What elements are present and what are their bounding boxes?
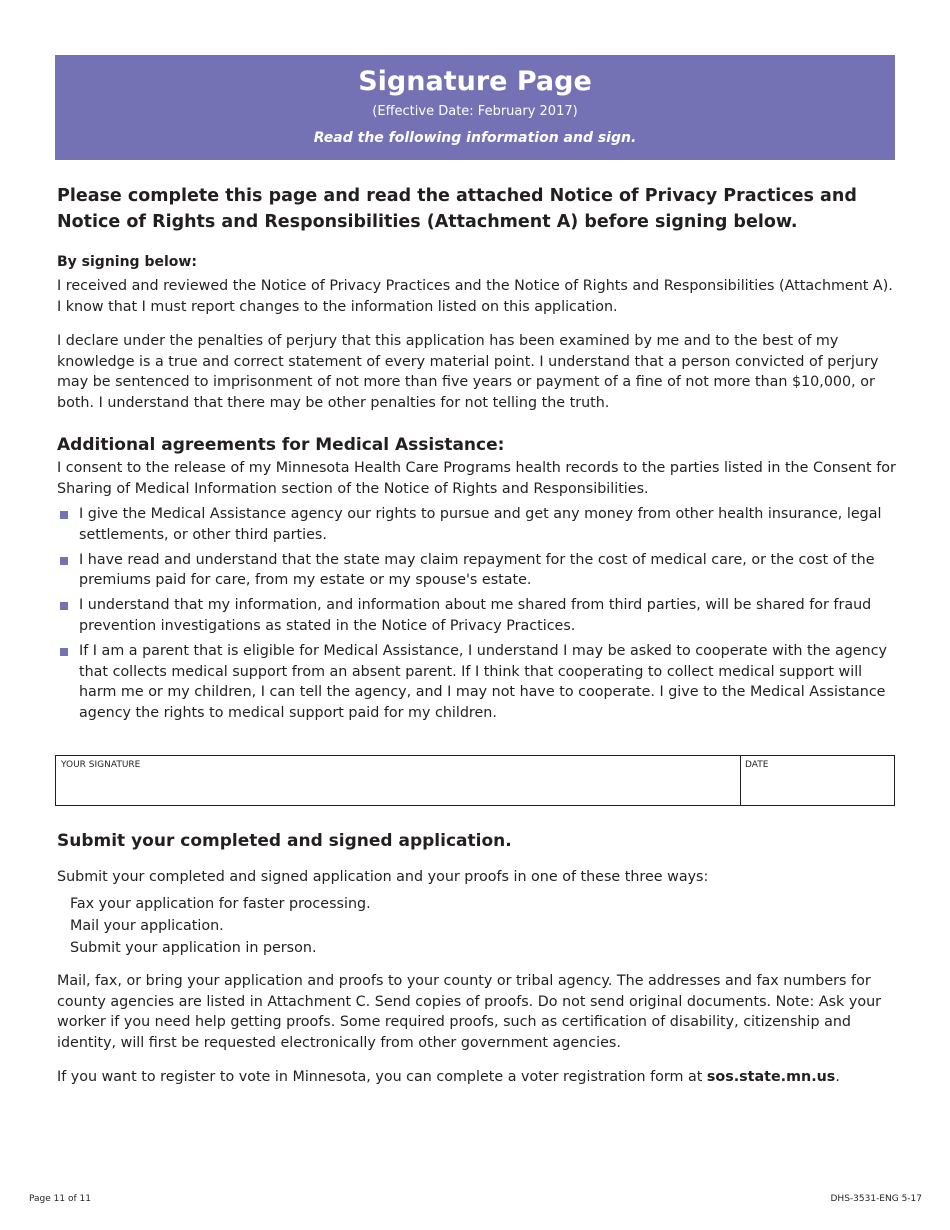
effective-date: (Effective Date: February 2017) <box>372 104 578 119</box>
submit-ways-list <box>70 893 371 959</box>
voter-registration-text <box>57 1067 897 1088</box>
header-instruction: Read the following information and sign. <box>313 130 637 146</box>
list-item: Submit your application in person. <box>70 940 317 956</box>
list-item-text: I have read and understand that the state may claim repayment for the cost of medical care, or the cost of the premiums paid for care, from my estate or my spouse's estate. <box>79 551 875 589</box>
bullet-square-icon <box>60 557 68 565</box>
statement-perjury: I declare under the penalties of perjury that this application has been examined by me and to the best of my knowledge is a true and correct statement of every material point. I understand that a person convicted of perjury may be sentenced to imprisonment of not more than five years or payment of a fine of not more than $10,000, or both. I understand that there may be other penalties for not telling the truth. <box>57 333 879 411</box>
voter-text: If you want to register to vote in Minnesota, you can complete a voter registration form at <box>57 1069 707 1085</box>
bullet-square-icon <box>60 602 68 610</box>
bullet-square-icon <box>60 648 68 656</box>
list-item-text: I understand that my information, and information about me shared from third parties, will be shared for fraud prevention investigations as stated in the Notice of Privacy Practices. <box>79 597 872 634</box>
signature-field[interactable] <box>56 756 740 805</box>
page-title: Signature Page <box>358 66 592 97</box>
list-item-text: If I am a parent that is eligible for Medical Assistance, I understand I may be asked to cooperate with the agency that collects medical support from an absent parent. If I think that cooperating to collect medical support will harm me or my children, I can tell the agency, and I may not have to cooperate. I give to the Medical Assistance agency the rights to medical support paid for my children. <box>79 643 888 721</box>
date-label: DATE <box>745 760 769 770</box>
medical-consent: I consent to the release of my Minnesota Health Care Programs health records to the parties listed in the Consent for Sharing of Medical Information section of the Notice of Rights and Responsibilities. <box>57 460 896 497</box>
intro-text: Please complete this page and read the attached Notice of Privacy Practices and Notice of Rights and Responsibilities (Attachment A) before signing below. <box>57 186 857 232</box>
medical-agreements-list <box>57 504 897 728</box>
voter-link[interactable]: sos.state.mn.us <box>706 1069 836 1085</box>
list-item-text: I give the Medical Assistance agency our rights to pursue and get any money from other health insurance, legal settlements, or other third parties. <box>79 506 882 543</box>
page-number: Page 11 of 11 <box>29 1194 91 1204</box>
signature-label: YOUR SIGNATURE <box>61 760 141 770</box>
submit-heading: Submit your completed and signed application. <box>57 831 512 851</box>
by-signing-label: By signing below: <box>57 254 197 270</box>
submit-intro: Submit your completed and signed application and your proofs in one of these three ways: <box>57 869 709 885</box>
list-item: Mail your application. <box>70 918 224 934</box>
page-header <box>55 55 895 160</box>
list-item <box>57 504 897 545</box>
statement-received: I received and reviewed the Notice of Privacy Practices and the Notice of Rights and Responsibilities (Attachment A). I know that I must report changes to the information listed on this application. <box>57 278 893 315</box>
signature-box <box>55 755 895 806</box>
submit-details: Mail, fax, or bring your application and proofs to your county or tribal agency. The addresses and fax numbers for county agencies are listed in Attachment C. Send copies of proofs. Do not send original documents. Note: Ask your worker if you need help getting proofs. Some required proofs, such as certification of disability, citizenship and identity, will first be requested electronically from other government agencies. <box>57 973 882 1051</box>
list-item <box>57 641 897 723</box>
list-item <box>57 550 897 591</box>
bullet-square-icon <box>60 511 68 519</box>
date-field[interactable] <box>741 756 894 805</box>
voter-text-end: . <box>835 1069 840 1085</box>
medical-heading: Additional agreements for Medical Assistance: <box>57 435 505 455</box>
list-item: Fax your application for faster processing. <box>70 896 371 912</box>
form-id: DHS-3531-ENG 5-17 <box>830 1194 922 1204</box>
list-item <box>57 595 897 636</box>
